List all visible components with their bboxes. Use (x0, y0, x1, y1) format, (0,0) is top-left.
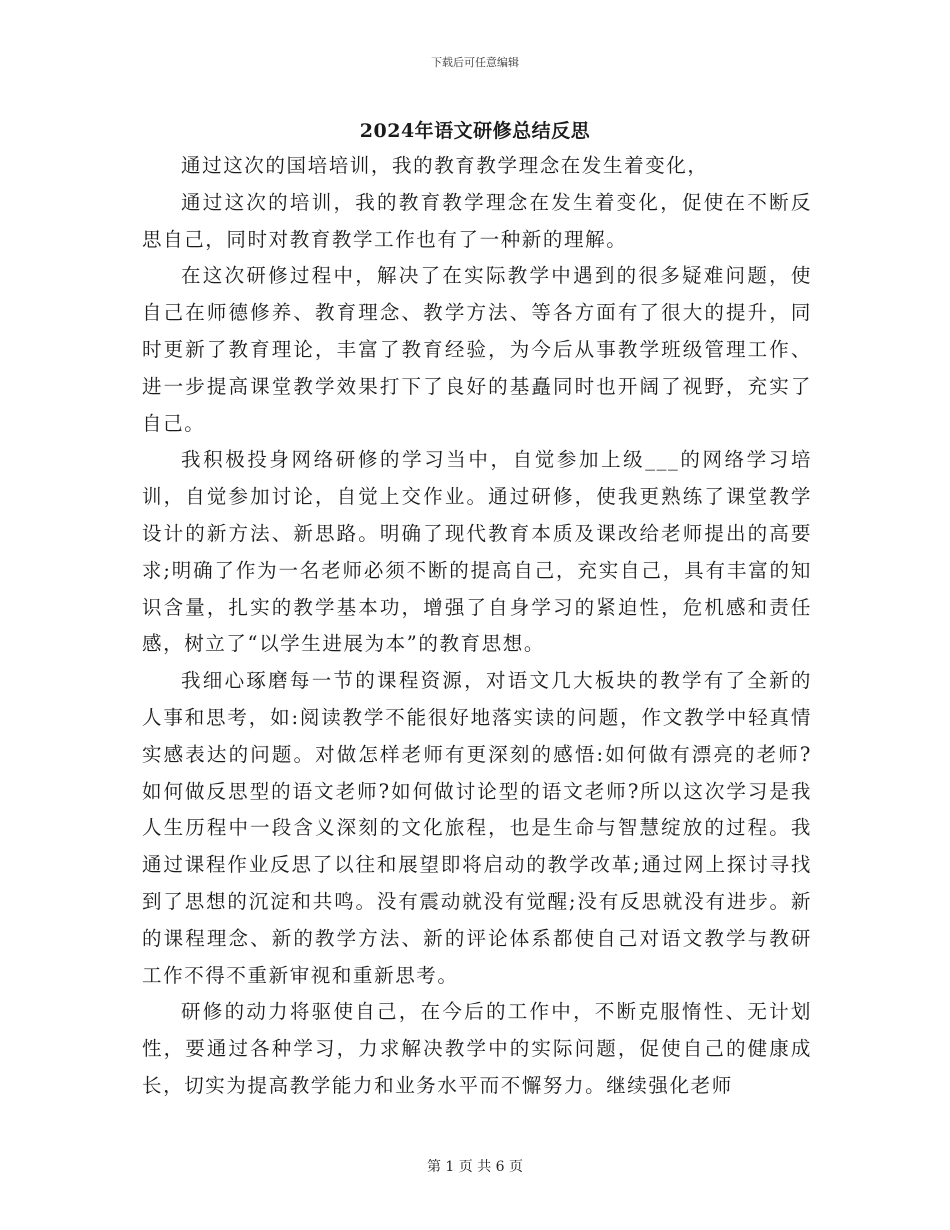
document-body (142, 148, 812, 1105)
paragraph-2: 通过这次的培训，我的教育教学理念在发生着变化，促使在不断反思自己，同时对教育教学工作也有了一种新的理解。 (142, 190, 812, 251)
paragraph-6: 研修的动力将驱使自己，在今后的工作中，不断克服惰性、无计划性，要通过各种学习，力求解决教学中的实际问题，促使自己的健康成长，切实为提高教学能力和业务水平而不懈努力。继续强化老师 (142, 1000, 812, 1097)
paragraph-3: 在这次研修过程中，解决了在实际教学中遇到的很多疑难问题，使自己在师德修养、教育理念、教学方法、等各方面有了很大的提升，同时更新了教育理论，丰富了教育经验，为今后从事教学班级管理工作、进一步提高课堂教学效果打下了良好的基矗同时也开阔了视野，充实了自己。 (142, 264, 812, 435)
document-title: 2024年语文研修总结反思 (359, 120, 591, 142)
paragraph-1: 通过这次的国培培训，我的教育教学理念在发生着变化， (181, 154, 709, 177)
paragraph-5: 我细心琢磨每一节的课程资源，对语文几大板块的教学有了全新的人事和思考，如:阅读教学不能很好地落实读的问题，作文教学中轻真情实感表达的问题。对做怎样老师有更深刻的感悟:如何做有漂亮的老师?如何做反思型的语文老师?如何做讨论型的语文老师?所以这次学习是我人生历程中一段含义深刻的文化旅程，也是生命与智慧绽放的过程。我通过课程作业反思了以往和展望即将启动的教学改革;通过网上探讨寻找到了思想的沉淀和共鸣。没有震动就没有觉醒;没有反思就没有进步。新的课程理念、新的教学方法、新的评论体系都使自己对语文教学与教研工作不得不重新审视和重新思考。 (142, 669, 812, 987)
paragraph-4: 我积极投身网络研修的学习当中，自觉参加上级___的网络学习培训，自觉参加讨论，自觉上交作业。通过研修，使我更熟练了课堂教学设计的新方法、新思路。明确了现代教育本质及课改给老师提出的高要求;明确了作为一名老师必须不断的提高自己，充实自己，具有丰富的知识含量，扎实的教学基本功，增强了自身学习的紧迫性，危机感和责任感，树立了“以学生进展为本”的教育思想。 (142, 448, 812, 656)
page-number-footer: 第 1 页 共 6 页 (426, 1159, 524, 1175)
page-header-note: 下载后可任意编辑 (431, 56, 519, 69)
